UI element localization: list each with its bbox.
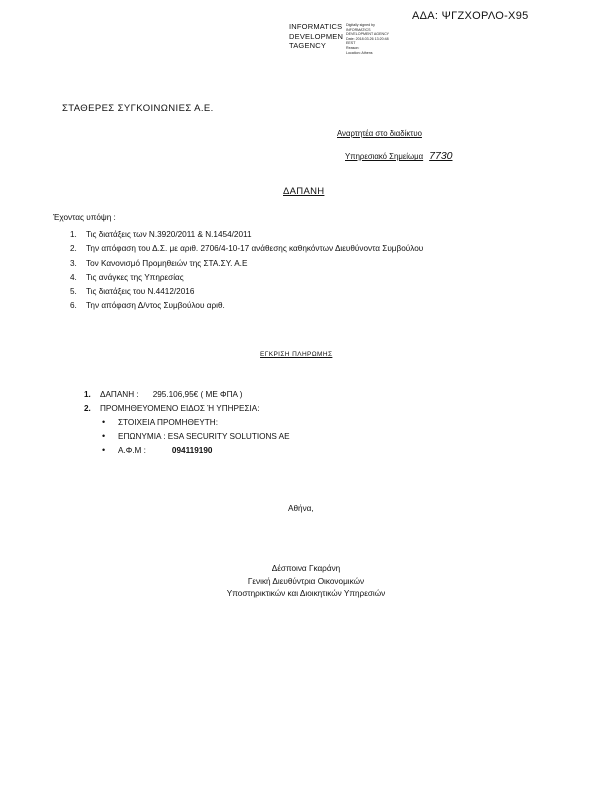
item-label: ΠΡΟΜΗΘΕΥΟΜΕΝΟ ΕΙΔΟΣ Ή ΥΠΗΡΕΣΙΑ: (100, 403, 260, 413)
item-number: 2. (70, 244, 77, 254)
item-number: 5. (70, 287, 77, 297)
bullet-icon: • (102, 445, 106, 455)
stamp-detail-line: Digitally signed by (346, 23, 375, 27)
signatory-name: Δέσποινα Γκαράνη (271, 564, 341, 573)
protocol-label: Υπηρεσιακό Σημείωμα (345, 152, 424, 161)
list-item (70, 285, 423, 299)
digital-signature-details (346, 23, 389, 55)
tax-id-value: 094119190 (171, 446, 213, 455)
protocol-number: 7730 (429, 150, 453, 162)
stamp-detail-line: DEVELOPMENT AGENCY (346, 32, 390, 37)
ada-code: ΑΔΑ: ΨΓΖΧΟΡΛΟ-Χ95 (412, 10, 529, 22)
item-number: 4. (70, 272, 77, 282)
item-number: 3. (70, 258, 77, 268)
supplier-name: ΕΠΩΝΥΜΙΑ : ESA SECURITY SOLUTIONS AE (118, 432, 290, 441)
expense-label: ΔΑΠΑΝΗ : (100, 390, 139, 399)
item-text: Τις διατάξεις των Ν.3920/2011 & Ν.1454/2011 (86, 230, 252, 239)
stamp-detail-line: Location: Athens (346, 50, 373, 55)
tax-id-row (84, 443, 290, 457)
supplier-details-row (84, 415, 290, 429)
considering-label: Έχοντας υπόψη : (53, 213, 116, 222)
list-item (70, 228, 423, 242)
item-text: Την απόφαση του Δ.Σ. με αριθ. 2706/4-10-17 ανάθεσης καθηκόντων Διευθύνοντα Συμβούλου (86, 244, 424, 254)
stamp-detail-line: INFORMATICS (346, 27, 371, 32)
expense-row (84, 388, 290, 402)
protocol-reference (345, 150, 453, 162)
stamp-detail-line: EEST (346, 41, 356, 46)
stamp-detail-line: Date: 2018.03.26 13:20:48 (346, 36, 389, 41)
city-date-line: Αθήνα, (288, 504, 314, 513)
supplier-name-row (84, 429, 290, 443)
bullet-icon: • (102, 431, 106, 441)
item-text: Τις ανάγκες της Υπηρεσίας (86, 272, 184, 282)
list-item (70, 257, 423, 271)
item-number: 2. (84, 403, 91, 413)
item-number: 1. (70, 230, 77, 239)
item-text: Την απόφαση Δ/ντος Συμβούλου αριθ. (86, 301, 225, 311)
list-item (70, 271, 423, 285)
approval-heading: ΕΓΚΡΙΣΗ ΠΛΗΡΩΜΗΣ (260, 351, 333, 358)
signature-block (0, 563, 612, 601)
item-text: Τις διατάξεις του Ν.4412/2016 (86, 287, 195, 297)
digital-signature-stamp (289, 22, 343, 51)
tax-id-label: Α.Φ.Μ : (118, 446, 146, 455)
item-text: Τον Κανονισμό Προμηθειών της ΣΤΑ.ΣΥ. Α.Ε (86, 258, 248, 268)
stamp-line: INFORMATICS (289, 22, 343, 31)
expense-amount: 295.106,95€ ( ΜΕ ΦΠΑ ) (152, 390, 243, 399)
bullet-icon: • (102, 417, 106, 427)
payment-terms (84, 388, 290, 457)
signatory-role: Υποστηρικτικών και Διοικητικών Υπηρεσιών (226, 589, 386, 599)
item-number: 1. (84, 390, 91, 399)
item-row (84, 402, 290, 416)
document-title: ΔΑΠΑΝΗ (283, 186, 325, 197)
signatory-role: Γενική Διευθύντρια Οικονομικών (247, 576, 365, 586)
list-item (70, 242, 423, 256)
online-publication-note: Αναρτητέα στο διαδίκτυο (337, 129, 422, 138)
list-item (70, 299, 423, 313)
supplier-label: ΣΤΟΙΧΕΙΑ ΠΡΟΜΗΘΕΥΤΗ: (118, 418, 218, 427)
item-number: 6. (70, 301, 77, 311)
recitals-list (70, 228, 423, 314)
stamp-detail-line: Reason: (346, 45, 360, 50)
stamp-line: TAGENCY (289, 41, 327, 50)
stamp-line: DEVELOPMEN (289, 31, 344, 41)
company-name: ΣΤΑΘΕΡΕΣ ΣΥΓΚΟΙΝΩΝΙΕΣ Α.Ε. (62, 103, 214, 114)
